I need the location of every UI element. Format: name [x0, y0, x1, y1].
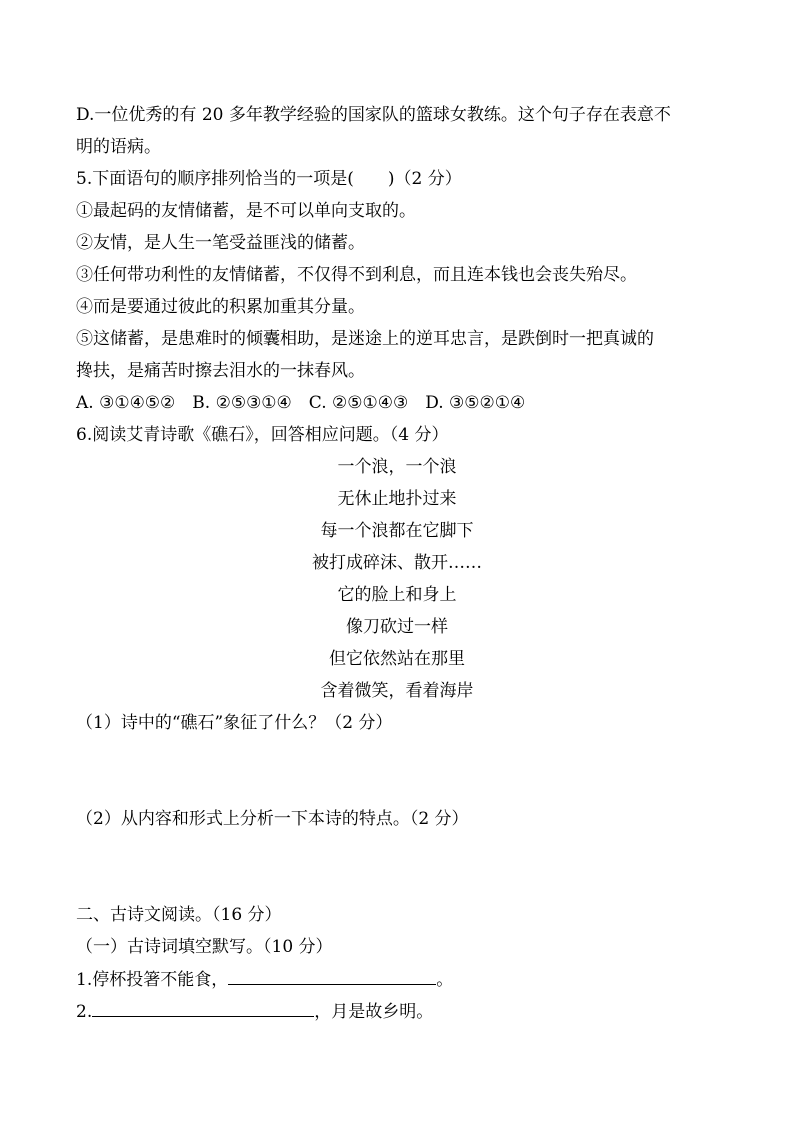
- question-6-sub-1: （1）诗中的“礁石”象征了什么？（2 分）: [76, 713, 393, 733]
- poem-line: 它的脸上和身上: [337, 585, 457, 605]
- poem-line: 一个浪，一个浪: [337, 457, 457, 477]
- question-5-sentence-1: ①最起码的友情储蓄，是不可以单向支取的。: [76, 201, 416, 221]
- question-5-sentence-5a: ⑤这储蓄，是患难时的倾囊相助，是迷途上的逆耳忠言，是跌倒时一把真诚的: [76, 329, 654, 349]
- question-4d-line-2: 明的语病。: [76, 137, 161, 157]
- answer-blank-2[interactable]: [92, 1000, 314, 1017]
- poem-line: 被打成碎沫、散开……: [312, 553, 482, 573]
- question-5-sentence-4: ④而是要通过彼此的积累加重其分量。: [76, 297, 365, 317]
- poem-line: 每一个浪都在它脚下: [320, 521, 474, 541]
- question-5-sentence-3: ③任何带功利性的友情储蓄，不仅得不到利息，而且连本钱也会丧失殆尽。: [76, 265, 637, 285]
- section-2-heading: 二、古诗文阅读。（16 分）: [76, 905, 282, 925]
- question-5-options: A. ③①④⑤② B. ②⑤③①④ C. ②⑤①④③ D. ③⑤②①④: [76, 393, 526, 413]
- fill-blank-2-prefix: 2.: [76, 1002, 93, 1022]
- section-2-1-heading: （一）古诗词填空默写。（10 分）: [76, 937, 333, 957]
- question-5-sentence-2: ②友情，是人生一笔受益匪浅的储蓄。: [76, 233, 365, 253]
- poem-line: 但它依然站在那里: [329, 649, 465, 669]
- question-6-sub-2: （2）从内容和形式上分析一下本诗的特点。（2 分）: [76, 809, 469, 829]
- poem-line: 含着微笑，看着海岸: [320, 681, 474, 701]
- fill-blank-2: [76, 1000, 433, 1023]
- question-5-sentence-5b: 搀扶，是痛苦时擦去泪水的一抹春风。: [76, 361, 365, 381]
- answer-blank-1[interactable]: [228, 968, 436, 985]
- question-4d-line-1: D.一位优秀的有 20 多年教学经验的国家队的篮球女教练。这个句子存在表意不: [76, 105, 671, 125]
- fill-blank-1: [76, 968, 453, 991]
- question-6-title: 6.阅读艾青诗歌《礁石》，回答相应问题。（4 分）: [76, 425, 449, 445]
- fill-blank-1-prefix: 1.停杯投箸不能食，: [76, 970, 229, 990]
- fill-blank-1-suffix: 。: [436, 970, 454, 990]
- poem-line: 无休止地扑过来: [337, 489, 457, 509]
- question-5-title: 5.下面语句的顺序排列恰当的一项是( )（2 分）: [76, 169, 462, 189]
- fill-blank-2-suffix: ，月是故乡明。: [314, 1002, 434, 1022]
- poem-line: 像刀砍过一样: [346, 617, 448, 637]
